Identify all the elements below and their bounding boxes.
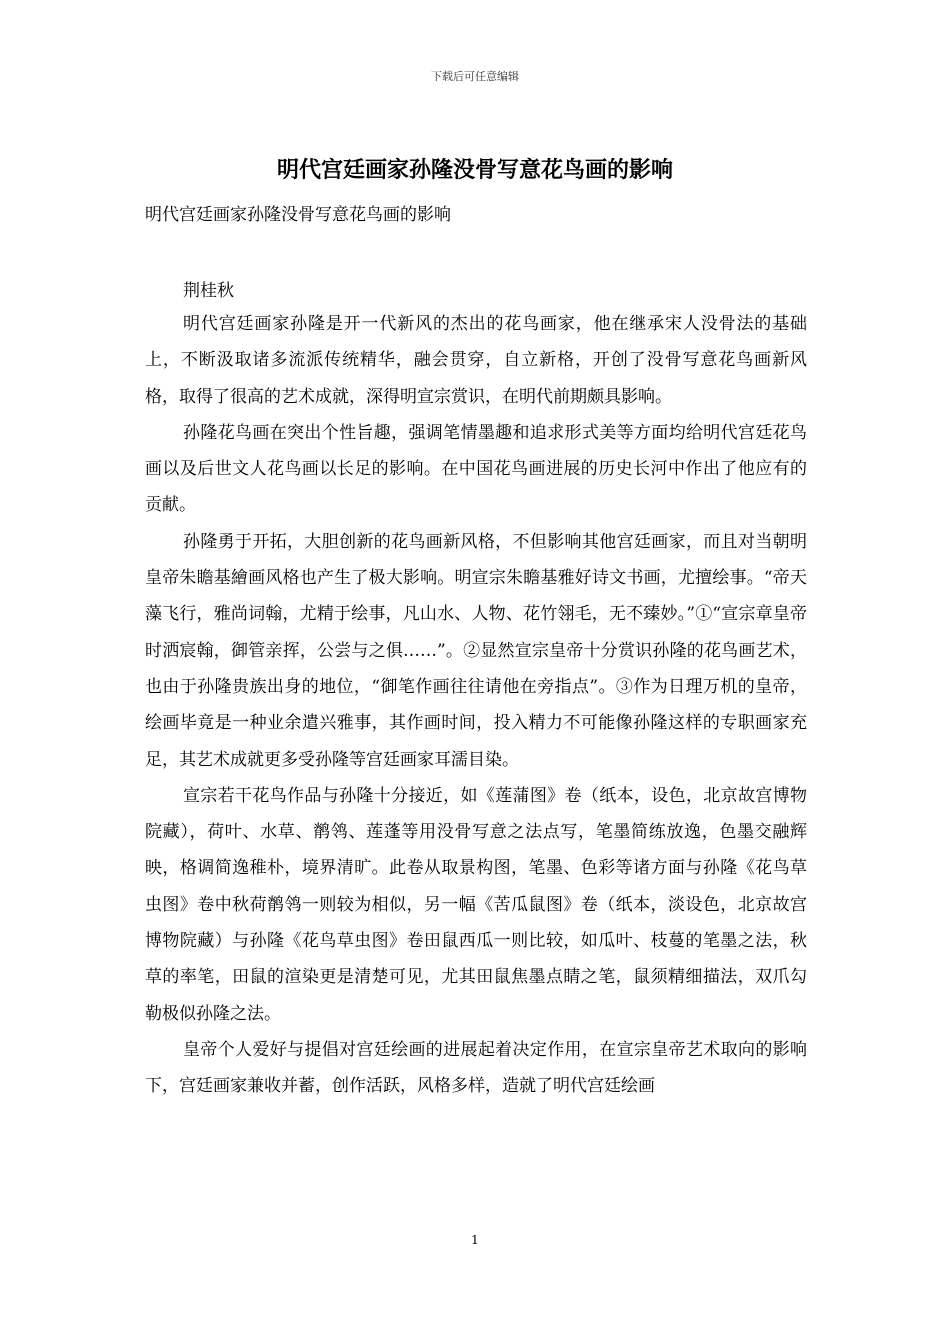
paragraph-1: 明代宫廷画家孙隆是开一代新风的杰出的花鸟画家，他在继承宋人没骨法的基础上，不断汲取诸多流派传统精华，融会贯穿，自立新格，开创了没骨写意花鸟画新风格，取得了很高的艺术成就，深得明宣宗赏识，在明代前期颇具影响。 [145, 314, 807, 407]
author-name: 荆桂秋 [183, 281, 234, 301]
document-body [145, 306, 807, 1105]
document-title: 明代宫廷画家孙隆没骨写意花鸟画的影响 [276, 157, 673, 183]
header-note: 下载后可任意编辑 [431, 70, 519, 83]
page-number: 1 [471, 1233, 479, 1247]
document-subtitle: 明代宫廷画家孙隆没骨写意花鸟画的影响 [145, 205, 451, 225]
paragraph-4: 宣宗若干花鸟作品与孙隆十分接近，如《莲蒲图》卷（纸本，设色，北京故宫博物院藏），荷叶、水草、鹡鸰、莲蓬等用没骨写意之法点写，笔墨简练放逸，色墨交融辉映，格调简逸稚朴，境界清旷。此卷从取景构图，笔墨、色彩等诸方面与孙隆《花鸟草虫图》卷中秋荷鹡鸰一则较为相似，另一幅《苦瓜鼠图》卷（纸本，淡设色，北京故宫博物院藏）与孙隆《花鸟草虫图》卷田鼠西瓜一则比较，如瓜叶、枝蔓的笔墨之法，秋草的率笔，田鼠的渲染更是清楚可见，尤其田鼠焦墨点睛之笔，鼠须精细描法，双爪勾勒极似孙隆之法。 [145, 785, 807, 1024]
paragraph-5: 皇帝个人爱好与提倡对宫廷绘画的进展起着决定作用，在宣宗皇帝艺术取向的影响下，宫廷画家兼收并蓄，创作活跃，风格多样，造就了明代宫廷绘画 [145, 1039, 807, 1097]
paragraph-3: 孙隆勇于开拓，大胆创新的花鸟画新风格，不但影响其他宫廷画家，而且对当朝明皇帝朱瞻基繪画风格也产生了极大影响。明宣宗朱瞻基雅好诗文书画，尤擅绘事。“帝天藻飞行，雅尚词翰，尤精于绘事，凡山水、人物、花竹翎毛，无不臻妙。”①“宣宗章皇帝时洒宸翰，御管亲挥，公尝与之俱……”。②显然宣宗皇帝十分赏识孙隆的花鸟画艺术，也由于孙隆贵族出身的地位，“御笔作画往往请他在旁指点”。③作为日理万机的皇帝，绘画毕竟是一种业余遣兴雅事，其作画时间，投入精力不可能像孙隆这样的专职画家充足，其艺术成就更多受孙隆等宫廷画家耳濡目染。 [145, 531, 807, 770]
paragraph-2: 孙隆花鸟画在突出个性旨趣，强调笔情墨趣和追求形式美等方面均给明代宫廷花鸟画以及后世文人花鸟画以长足的影响。在中国花鸟画进展的历史长河中作出了他应有的贡献。 [145, 422, 807, 516]
